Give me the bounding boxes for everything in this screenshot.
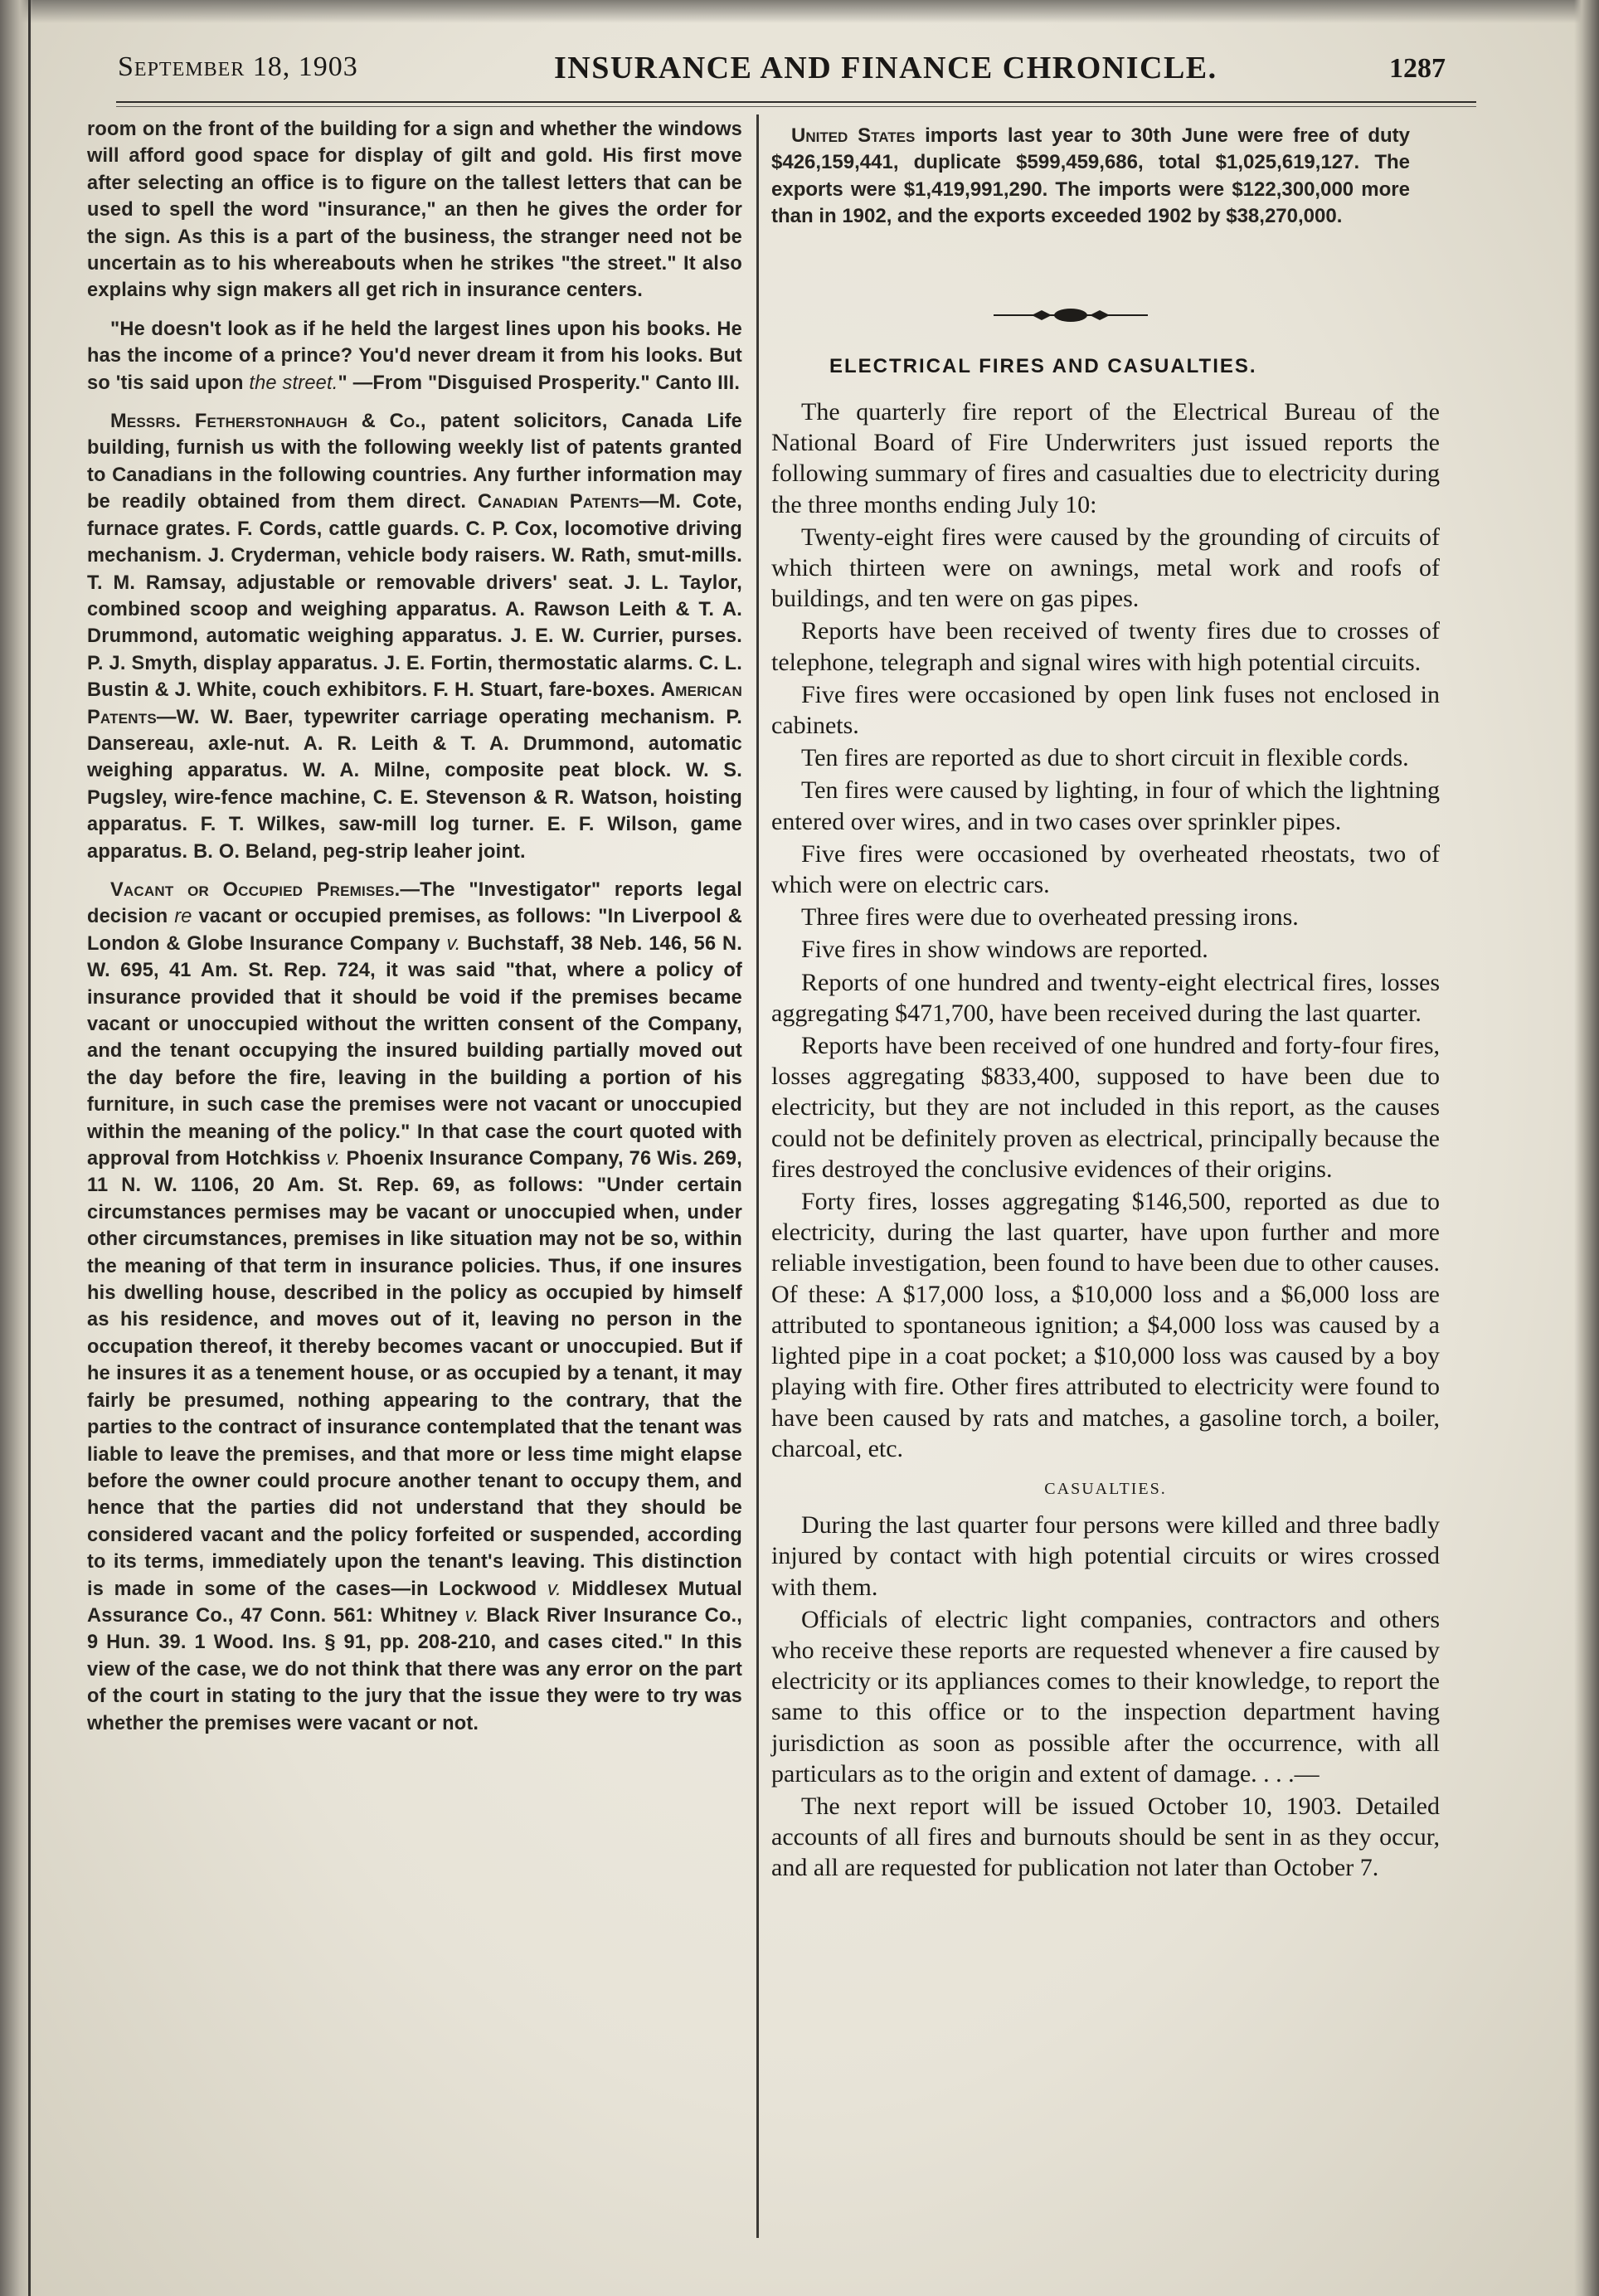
poem-text: "He doesn't look as if he held the largest lines upon his books. He has the income of a prince? You'd never dream it from his looks. But so 'tis said upon (87, 318, 742, 394)
left-column (87, 116, 742, 1737)
issue-date: September 18, 1903 (118, 51, 358, 82)
vacant-text-f: Black River Insurance Co., 9 Hun. 39. 1 Wood. Ins. § 91, pp. 208-210, and cases cited." In this view of the case, we do not think that there was any error on the part of the court in stating to the jury that the issue they were to try was whether the premises were vacant or not. (87, 1604, 742, 1734)
us-trade-text: imports last year to 30th June were free of duty $426,159,441, duplicate $599,459,686, total $1,025,619,127. The exports were $1,419,991,290. The imports were $122,300,000 more than in 1902, and the exports exceeded 1902 by $38,270,000. (771, 124, 1410, 228)
american-patents-list: —W. W. Baer, typewriter carriage operating mechanism. P. Dansereau, axle-nut. A. R. Leith & T. A. Drummond, automatic weighing apparatus. W. A. Milne, composite peat block. W. S. Pugsley, wire-fence machine, C. E. Stevenson & R. Watson, hoisting apparatus. F. T. Wilkes, saw-mill log turner. E. F. Wilson, game apparatus. B. O. Beland, peg-strip leaher joint. (87, 706, 742, 863)
us-trade-paragraph (771, 123, 1410, 231)
report-paragraph: Reports have been received of twenty fires due to crosses of telephone, telegraph and signal wires with high potential circuits. (771, 617, 1440, 676)
vacant-v2: v. (326, 1148, 341, 1170)
vacant-text-b: vacant or occupied premises, as follows: "In Liverpool & London & Globe Insurance Company (87, 906, 742, 955)
casualty-paragraph: During the last quarter four persons were killed and three badly injured by contact with high potential circuits or wires crossed with them. (771, 1511, 1440, 1601)
report-paragraph: Five fires in show windows are reported. (801, 936, 1208, 964)
article-continuation-paragraph: room on the front of the building for a sign and whether the windows will afford good space for display of gilt and gold. His first move after selecting an office is to figure on the tallest letters that can be used to spell the word "insurance," an then he gives the order for the sign. As this is a part of the business, the stranger need not be uncertain as to his whereabouts when he strikes "the street." It also explains why sign makers all get rich in insurance centers. (87, 119, 742, 302)
vacant-v3: v. (547, 1578, 561, 1600)
page-binding-line (28, 0, 31, 2296)
report-paragraph: Reports of one hundred and twenty-eight electrical fires, losses aggregating $471,700, have been received during the last quarter. (771, 968, 1440, 1027)
poem-source: " —From "Disguised Prosperity." Canto III. (338, 372, 741, 394)
patents-intro: patent solicitors, Canada Life building, furnish us with the following weekly list of patents granted to Canadians in the following countries. Any further information may be readily obtained from them direct. (87, 411, 742, 513)
vacant-v1: v. (446, 932, 461, 955)
page-number: 1287 (1389, 53, 1446, 84)
vacant-premises-paragraph (87, 877, 742, 1737)
casualty-paragraph: The next report will be issued October 10, 1903. Detailed accounts of all fires and burnouts should be sent in as they occur, and all are requested for publication not later than October 7. (771, 1792, 1440, 1882)
right-column (771, 396, 1440, 1885)
vacant-v4: v. (464, 1604, 479, 1627)
report-paragraph: Ten fires are reported as due to short circuit in flexible cords. (801, 744, 1409, 772)
us-trade-item (771, 123, 1410, 231)
poem-italic: the street. (249, 372, 338, 394)
report-paragraph: Twenty-eight fires were caused by the grounding of circuits of which thirteen were on awnings, metal work and roofs of buildings, and ten were on gas pipes. (771, 523, 1440, 613)
canadian-patents-list: —M. Cote, furnace grates. F. Cords, cattle guards. C. P. Cox, locomotive driving mechanism. J. Cryderman, vehicle body raisers. W. Rath, smut-mills. T. M. Ramsay, adjustable or removable drivers' seat. J. L. Taylor, combined scoop and weighing apparatus. A. Rawson Leith & T. A. Drummond, automatic weighing apparatus. J. E. W. Currier, purses. P. J. Smyth, display apparatus. J. E. Fortin, thermostatic alarms. C. L. Bustin & J. White, couch exhibitors. F. H. Stuart, fare-boxes. (87, 491, 742, 702)
report-paragraph: The quarterly fire report of the Electrical Bureau of the National Board of Fire Underwriters just issued reports the following summary of fires and casualties due to electricity during the three months ending July 10: (771, 398, 1440, 518)
vacant-text-e: Middlesex Mutual Assurance Co., 47 Conn. 561: Whitney (87, 1578, 742, 1627)
canadian-patents-label: Canadian Patents (478, 491, 639, 513)
us-trade-lead: United States (791, 124, 916, 147)
ornament-divider-icon (992, 305, 1149, 325)
casualties-heading: CASUALTIES. (1044, 1479, 1167, 1498)
report-paragraph: Five fires were occasioned by open link fuses not enclosed in cabinets. (771, 680, 1440, 740)
report-paragraph: Reports have been received of one hundred and forty-four fires, losses aggregating $833,400, supposed to have been due to electricity, but they are not included in this report, as the causes could not be definitely proven as electrical, principally because the fires destroyed the conclusive evidences of their origins. (771, 1032, 1440, 1183)
page-edge-shadow-top (0, 0, 1599, 23)
vacant-text-a: —The "Investigator" reports legal decision (87, 878, 742, 928)
casualty-paragraph: Officials of electric light companies, contractors and others who receive these reports are requested whenever a fire caused by electricity or its appliances comes to their knowledge, to report the same to this office or to the inspection department having jurisdiction as soon as possible after the occurrence, with all particulars as to the origin and extent of damage. . . .— (771, 1605, 1440, 1788)
publication-title: INSURANCE AND FINANCE CHRONICLE. (554, 51, 1217, 85)
poem-quote-paragraph (87, 316, 742, 396)
vacant-premises-lead: Vacant or Occupied Premises. (110, 878, 401, 901)
header-rule (116, 101, 1476, 103)
column-divider (756, 114, 759, 2238)
report-paragraph: Five fires were occasioned by overheated rheostats, two of which were on electric cars. (771, 839, 1440, 899)
american-patents-label: American Patents (87, 679, 742, 728)
vacant-text-d: Phoenix Insurance Company, 76 Wis. 269, 11 N. W. 1106, 20 Am. St. Rep. 69, as follows: "Under certain circumstances permises may be vacant or unoccupied when, under other circumstances, premises in like situation may not be so, within the meaning of that term in insurance policies. Thus, if one insures his dwelling house, described in the policy as occupied by himself as his residence, and moves out of it, leaving no person in the occupation thereof, it thereby becomes vacant or unoccupied. But if he insures it as a tenement house, or as occupied by a tenant, it may fairly be presumed, nothing appearing to the contrary, that the parties to the contract of insurance contemplated that the tenant was liable to leave the premises, and that more or less time might elapse before the owner could procure another tenant to occupy them, and hence that the parties did not understand that they should be considered vacant and the policy forfeited or suspended, according to its terms, immediately upon the tenant's leaving. This distinction is made in some of the cases—in Lockwood (87, 1148, 742, 1600)
patents-paragraph (87, 408, 742, 865)
vacant-re: re (174, 906, 192, 928)
patents-lead: Messrs. Fetherstonhaugh & Co., (110, 411, 426, 433)
vacant-text-c: Buchstaff, 38 Neb. 146, 56 N. W. 695, 41 Am. St. Rep. 724, it was said "that, where a policy of insurance provided that it should be void if the premises became vacant or unoccupied without the written consent of the Company, and the tenant occupying the insured building partially moved out the day before the fire, leaving in the building a portion of his furniture, in such case the premises were not vacant or unoccupied within the meaning of the policy." In that case the court quoted with approval from Hotchkiss (87, 932, 743, 1170)
page-edge-shadow-right (1574, 0, 1599, 2296)
report-paragraph: Forty fires, losses aggregating $146,500, reported as due to electricity, during the last quarter, have upon further and more reliable investigation, been found to have been due to other causes. Of these: A $17,000 loss, a $10,000 loss and a $6,000 loss are attributed to spontaneous ignition; a $4,000 loss was caused by a lighted pipe in a coat pocket; a $10,000 loss was caused by a boy playing with fire. Other fires attributed to electricity were found to have been caused by rats and matches, a gasoline torch, a boiler, charcoal, etc. (771, 1188, 1440, 1462)
header-rule-thin (116, 106, 1476, 107)
page-header (83, 48, 1493, 98)
section-title: ELECTRICAL FIRES AND CASUALTIES. (829, 355, 1257, 377)
report-paragraph: Ten fires were caused by lighting, in four of which the lightning entered over wires, and in two cases over sprinkler pipes. (771, 776, 1440, 835)
report-paragraph: Three fires were due to overheated pressing irons. (801, 903, 1299, 932)
